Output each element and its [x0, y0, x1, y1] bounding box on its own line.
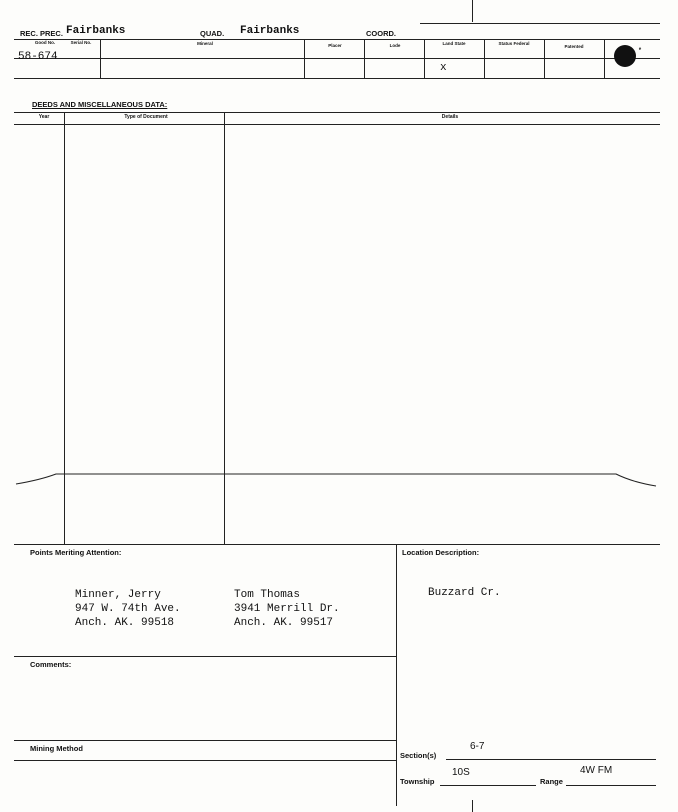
bottom-crop-mark [472, 800, 473, 812]
header-col-div [364, 39, 365, 78]
coord-label: COORD. [366, 29, 396, 38]
land-state-mark: x [440, 62, 447, 74]
mining-bottom-rule [14, 760, 396, 761]
points-top-rule [14, 544, 660, 545]
contact2-name: Tom Thomas [234, 589, 301, 601]
contact2-city: Anch. AK. 99517 [234, 617, 334, 629]
rec-prec-label: REC. PREC. [20, 29, 63, 38]
lower-center-div [396, 544, 397, 806]
township-line [440, 785, 536, 786]
header-top-rule [14, 39, 660, 40]
township-label: Township [400, 777, 435, 786]
details-header: Details [441, 114, 459, 120]
contact2-street: 3941 Merrill Dr. [234, 603, 340, 615]
range-value: 4W FM [580, 765, 613, 776]
location-value: Buzzard Cr. [428, 587, 501, 599]
contact1-city: Anch. AK. 99518 [75, 617, 175, 629]
quad-value: Fairbanks [240, 25, 300, 37]
header-col-div [604, 39, 605, 78]
mineral-header: Mineral [197, 41, 213, 46]
serial-no-header: Serial No. [70, 40, 92, 45]
comments-label: Comments: [30, 660, 72, 669]
contact1-street: 947 W. 74th Ave. [75, 603, 181, 615]
deeds-title: DEEDS AND MISCELLANEOUS DATA: [32, 100, 168, 109]
good-no-value: 58-674 [18, 51, 58, 63]
good-no-header: Good No. [34, 40, 56, 45]
top-rule [420, 23, 660, 24]
deeds-header-rule [14, 124, 660, 125]
last-col-header: e [638, 46, 642, 51]
contact1-name: Minner, Jerry [75, 589, 161, 601]
header-col-div [544, 39, 545, 78]
header-mid-rule [14, 58, 660, 59]
lode-header: Lode [389, 43, 401, 48]
header-col-div [484, 39, 485, 78]
placer-header: Placer [328, 43, 342, 48]
mining-rule [14, 740, 396, 741]
points-label: Points Meriting Attention: [30, 548, 122, 557]
header-col-div [424, 39, 425, 78]
deeds-top-rule [14, 112, 660, 113]
status-federal-header: Status Federal [498, 41, 530, 46]
location-label: Location Description: [402, 548, 480, 557]
sections-line [446, 759, 656, 760]
comments-rule [14, 656, 396, 657]
year-header: Year [38, 114, 50, 120]
sections-value: 6-7 [470, 741, 485, 752]
deeds-fold-line [0, 466, 678, 496]
header-bottom-rule [14, 78, 660, 79]
land-state-header: Land State [442, 41, 466, 46]
sections-label: Section(s) [400, 751, 437, 760]
range-line [566, 785, 656, 786]
mining-label: Mining Method [30, 744, 83, 753]
patented-header: Patented [564, 44, 584, 49]
range-label: Range [540, 777, 563, 786]
type-header: Type of Document [124, 114, 168, 120]
rec-prec-value: Fairbanks [66, 25, 126, 37]
quad-label: QUAD. [200, 29, 225, 38]
top-crop-mark [472, 0, 473, 22]
header-col-div [100, 39, 101, 78]
ink-blot [614, 45, 636, 67]
header-col-div [304, 39, 305, 78]
township-value: 10S [452, 767, 470, 778]
